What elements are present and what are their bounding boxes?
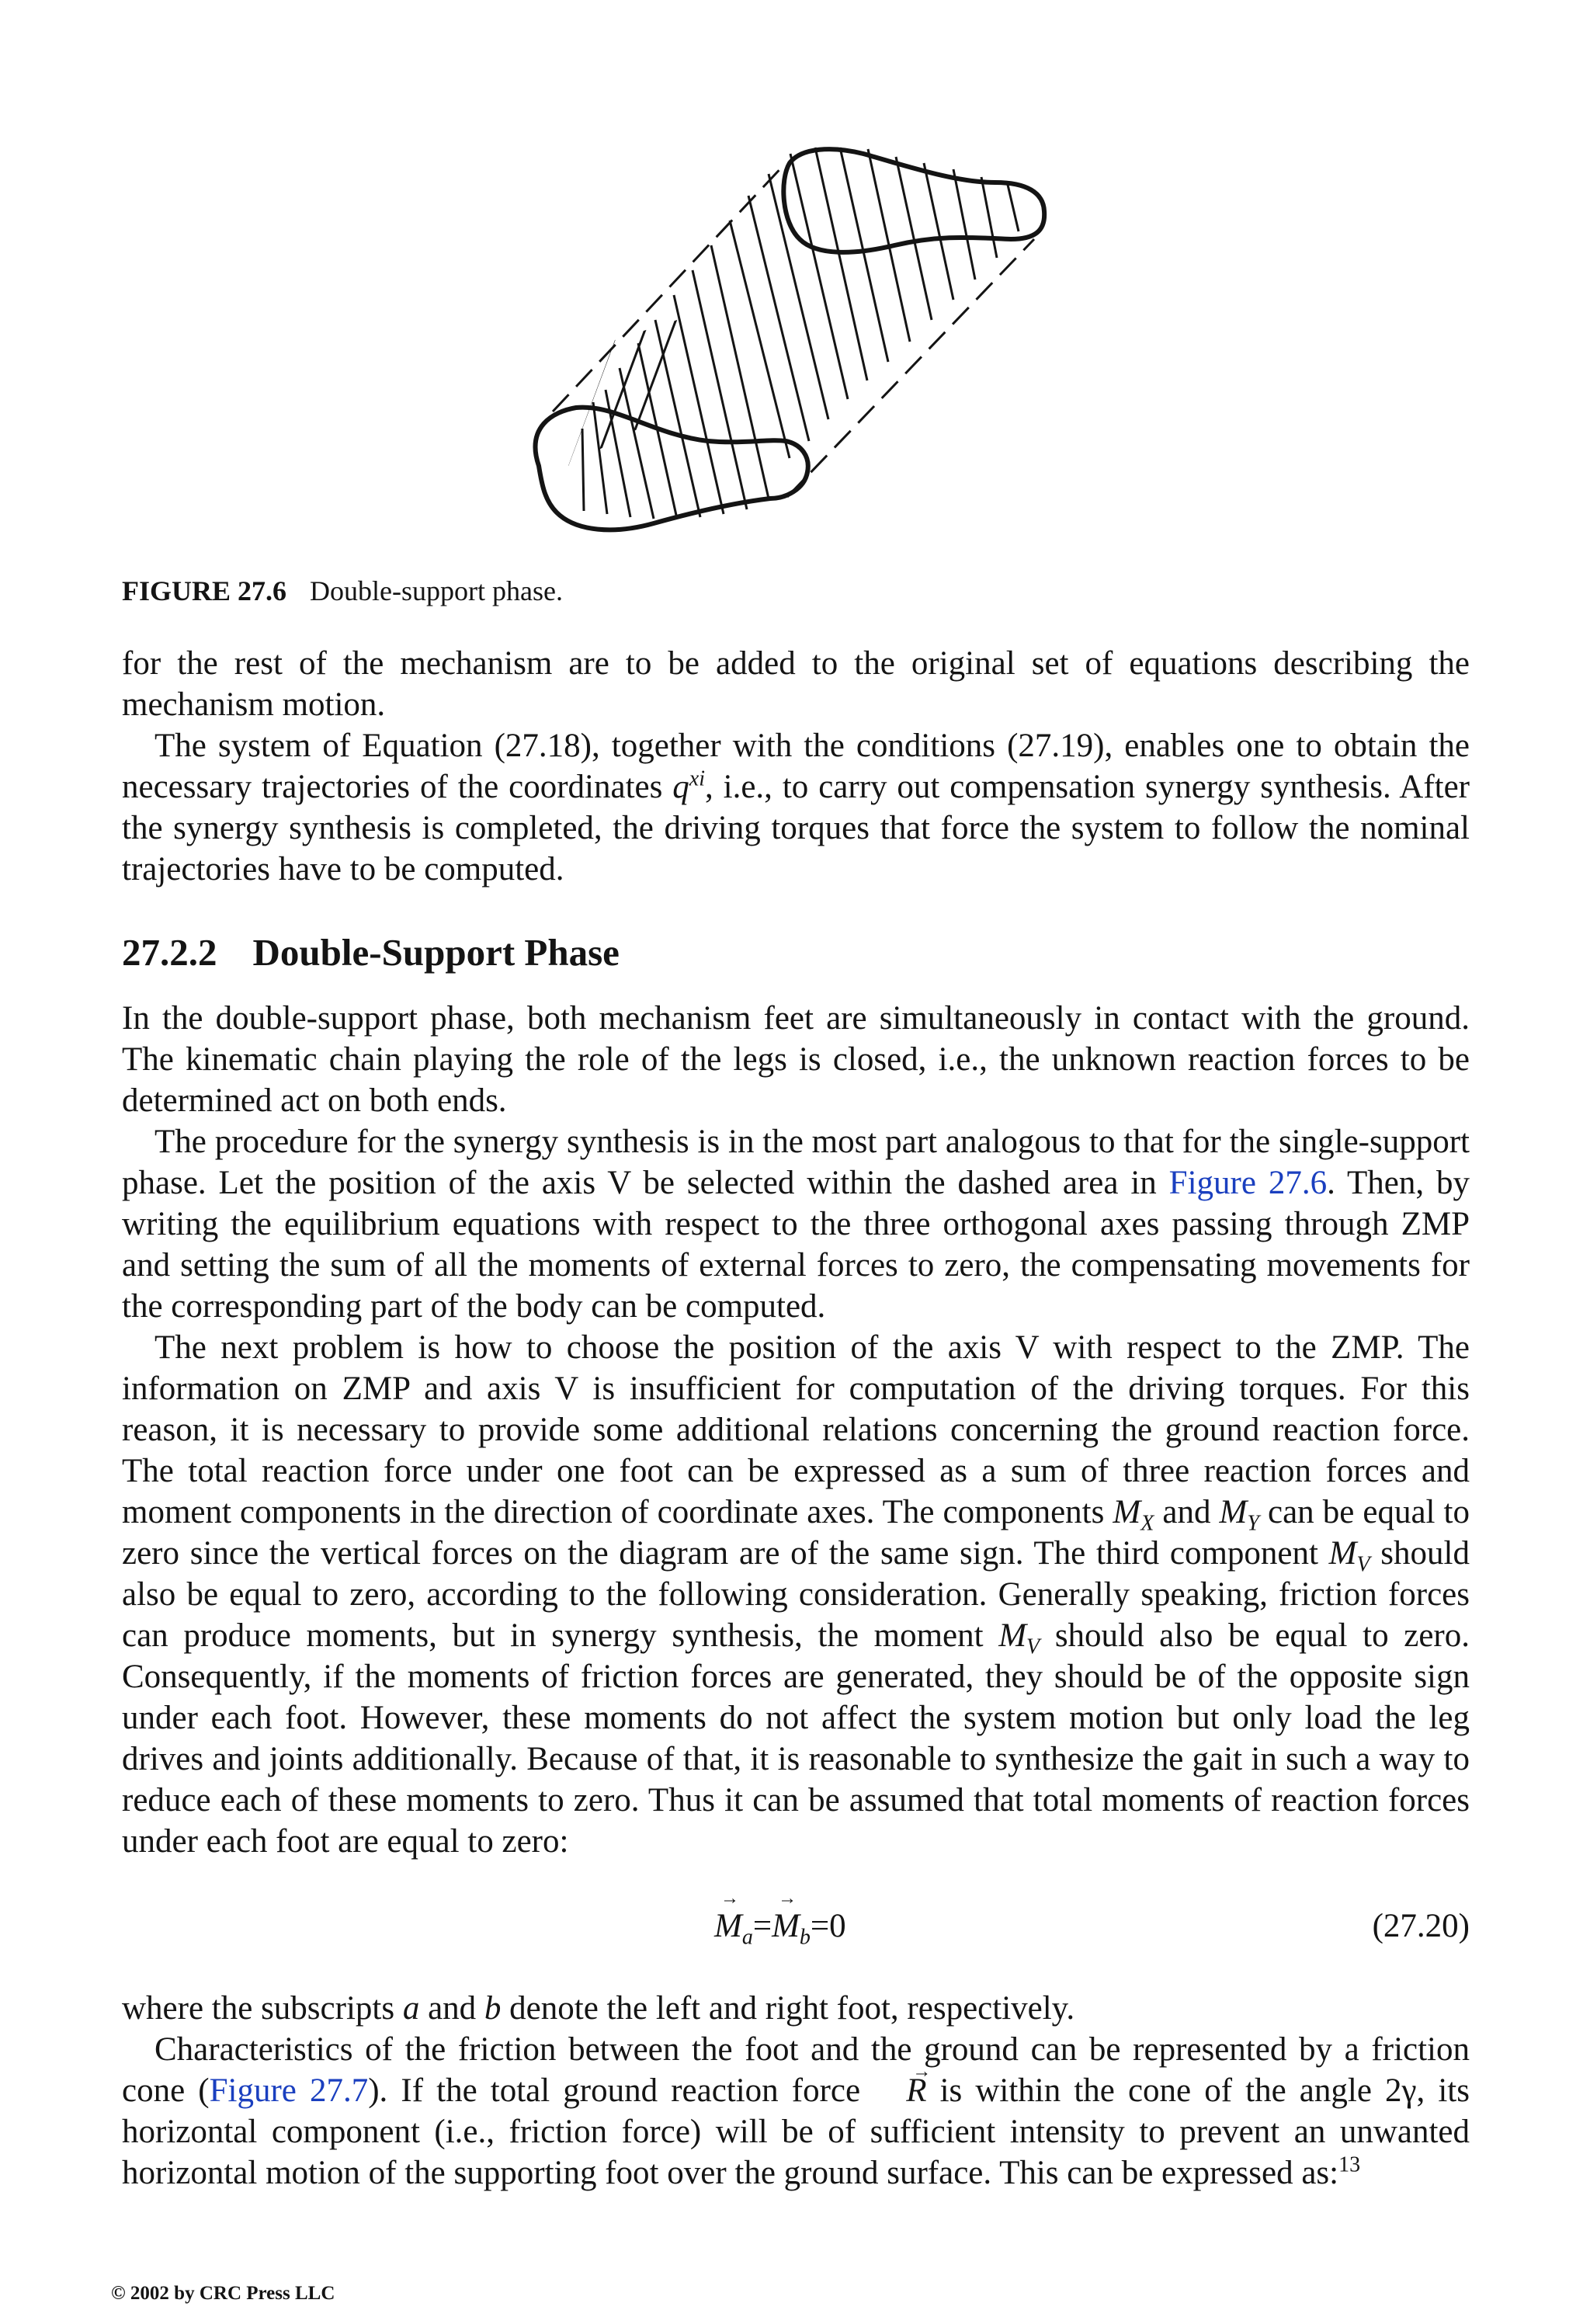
section-title: Double-Support Phase [252,931,620,974]
paragraph-subscripts [122,1988,1470,2029]
figure-caption-text: Double-support phase. [310,575,563,606]
moment-mx-sub: X [1140,1511,1154,1536]
para2-text-b: , i.e., to carry out compensation synergy synthesis. After the synergy synthesis is completed, the driving torques that force the system to follow the nominal trajectories have to be computed. [122,769,1470,888]
section-heading [122,929,620,976]
copyright-footer: © 2002 by CRC Press LLC [111,2283,335,2304]
para4-text-a: The procedure for the synergy synthesis is in the most part analogous to that for the single-support phase. Let the position of the axis V be selected within the dashed area in [122,1124,1470,1201]
figure-27-7-link[interactable]: Figure 27.7 [209,2072,369,2109]
para7-text-b: ). If the total ground reaction force [368,2072,874,2109]
moment-my-sub: Y [1247,1511,1259,1536]
paragraph-continuation: for the rest of the mechanism are to be added to the original set of equations describing the mechanism motion. [122,645,1470,723]
equals-sign: = [752,1908,772,1944]
figure-caption [122,575,563,606]
para7-text-a: Characteristics of the friction between the foot and the ground can be represented by a friction cone ( [122,2031,1470,2109]
figure-27-6-link[interactable]: Figure 27.6 [1168,1165,1328,1201]
equation-27-20 [714,1907,846,1950]
para6-and: and [419,1990,484,2027]
para4-text-b: . Then, by writing the equilibrium equations with respect to the three orthogonal axes passing through ZMP and setting the sum of all the moments of external forces to zero, the compensating movements for the corresponding part of the body can be computed. [122,1165,1470,1325]
vector-mb: → M [772,1907,800,1945]
body-text-top [122,643,1470,890]
paragraph-axis-v [122,1327,1470,1862]
figure-label: FIGURE 27.6 [122,575,287,606]
para6-text-a: where the subscripts [122,1990,403,2027]
moment-mv-2-sub: V [1026,1634,1040,1659]
moment-mv-2: M [998,1617,1027,1654]
moment-mv: M [1328,1535,1357,1572]
paragraph-system-equation [122,725,1470,890]
para7-text-c: is within the cone of the angle 2γ, its horizontal component (i.e., friction force) will be of sufficient intensity to prevent an unwanted horizontal motion of the supporting foot over the ground surface. This can be expressed as: [122,2072,1470,2191]
moment-my: M [1219,1494,1248,1530]
paragraph-friction-cone [122,2029,1470,2194]
moment-mv-sub: V [1356,1552,1370,1577]
equation-number: (27.20) [1372,1908,1470,1944]
para6-text-b: denote the left and right foot, respectively. [501,1990,1075,2027]
vector-ma: → M [714,1907,742,1945]
section-number: 27.2.2 [122,931,217,974]
para5-text-b: can be equal to zero since the vertical forces on the diagram are of the same sign. The third component [122,1494,1470,1572]
reference-13: 13 [1338,2152,1361,2177]
coordinate-superscript: xi [689,766,705,791]
body-text-bottom [122,1988,1470,2194]
subscript-a: a [402,1990,420,2027]
subscript-b: b [484,1990,502,2027]
para5-text-d: should also be equal to zero. Consequently, if the moments of friction forces are generated, they should be of the opposite sign under each foot. However, these moments do not affect the system motion but only load the leg drives and joints additionally. Because of that, it is reasonable to synthesize the gait in such a way to reduce each of these moments to zero. Thus it can be assumed that total moments of reaction forces under each foot are equal to zero: [122,1617,1470,1860]
vector-ma-sub: a [741,1925,753,1950]
vector-mb-sub: b [799,1925,811,1950]
equals-zero: =0 [810,1908,846,1944]
reaction-force-r: → R [873,2070,926,2111]
moment-mx: M [1113,1494,1141,1530]
hatch-lines-main [582,148,1019,519]
para5-text-c: should also be equal to zero, according to the following consideration. Generally speaking, friction forces can produce moments, but in synergy synthesis, the moment [122,1535,1470,1654]
paragraph-procedure [122,1121,1470,1327]
body-text-main [122,998,1470,1862]
paragraph-double-support-intro: In the double-support phase, both mechanism feet are simultaneously in contact with the ground. The kinematic chain playing the role of the legs is closed, i.e., the unknown reaction forces to be determined act on both ends. [122,1000,1470,1119]
coordinate-symbol: q [672,769,689,805]
para2-text-a: The system of Equation (27.18), together with the conditions (27.19), enables one to obtain the necessary trajectories of the coordinates [122,728,1470,805]
double-support-figure [522,140,1071,551]
left-foot-outline [536,408,808,530]
para5-text-a: The next problem is how to choose the position of the axis V with respect to the ZMP. The information on ZMP and axis V is insufficient for computation of the driving torques. For this reason, it is necessary to provide some additional relations concerning the ground reaction force. The total reaction force under one foot can be expressed as a sum of three reaction forces and moment components in the direction of coordinate axes. The components [122,1329,1470,1530]
para5-and: and [1154,1494,1220,1530]
